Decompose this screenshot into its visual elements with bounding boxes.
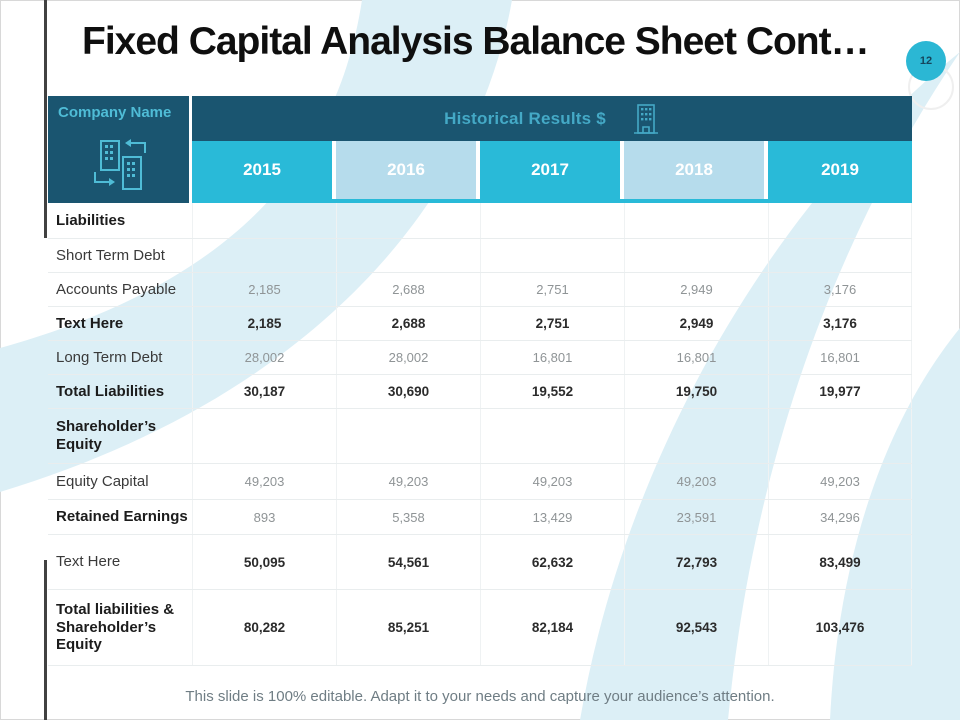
- cell-value: 2,688: [336, 273, 480, 306]
- cell-value: [624, 239, 768, 272]
- table-body: [48, 203, 912, 666]
- cell-value: [480, 239, 624, 272]
- cell-value: 49,203: [768, 464, 912, 499]
- cell-value: 23,591: [624, 500, 768, 534]
- cell-value: 49,203: [192, 464, 336, 499]
- row-label: Total Liabilities: [56, 382, 165, 400]
- row-label: Retained Earnings: [56, 508, 188, 526]
- table-row: [48, 464, 912, 500]
- table-row: [48, 239, 912, 273]
- row-label: Total liabilities & Shareholder’s Equity: [56, 600, 175, 654]
- cell-value: 49,203: [480, 464, 624, 499]
- cell-value: 28,002: [336, 341, 480, 374]
- cell-value: 16,801: [768, 341, 912, 374]
- cell-value: [624, 203, 768, 238]
- page-title: Fixed Capital Analysis Balance Sheet Cont…: [82, 20, 869, 63]
- cell-value: 19,977: [768, 375, 912, 408]
- cell-value: 54,561: [336, 535, 480, 589]
- cell-value: 80,282: [192, 590, 336, 665]
- page-number-badge: 12: [906, 41, 946, 81]
- cell-value: 103,476: [768, 590, 912, 665]
- cell-value: 2,688: [336, 307, 480, 340]
- cell-value: 2,185: [192, 273, 336, 306]
- year-header-2018: 2018: [624, 141, 768, 199]
- cell-value: 5,358: [336, 500, 480, 534]
- table-row: [48, 341, 912, 375]
- table-row: [48, 500, 912, 535]
- cell-value: 92,543: [624, 590, 768, 665]
- cell-value: [624, 409, 768, 463]
- row-label: Text Here: [56, 314, 124, 332]
- year-header-2019: 2019: [768, 141, 912, 199]
- table-row: [48, 273, 912, 307]
- year-header-2017: 2017: [480, 141, 624, 199]
- cell-value: 62,632: [480, 535, 624, 589]
- cell-value: 19,750: [624, 375, 768, 408]
- cell-value: 85,251: [336, 590, 480, 665]
- company-name-cell: [48, 96, 192, 203]
- cell-value: 3,176: [768, 307, 912, 340]
- cell-value: 3,176: [768, 273, 912, 306]
- cell-value: 72,793: [624, 535, 768, 589]
- cell-value: 16,801: [624, 341, 768, 374]
- row-label: Short Term Debt: [56, 246, 165, 264]
- cell-value: [336, 409, 480, 463]
- cell-value: [768, 239, 912, 272]
- historical-results-header: [192, 96, 912, 203]
- cell-value: [192, 239, 336, 272]
- row-label: Equity Capital: [56, 472, 149, 490]
- year-header-row: [192, 141, 912, 199]
- historical-results-band: [192, 96, 912, 141]
- cell-value: [336, 239, 480, 272]
- table-row: [48, 307, 912, 341]
- table-row: [48, 409, 912, 464]
- cell-value: 2,751: [480, 307, 624, 340]
- cell-value: [768, 203, 912, 238]
- historical-results-title: Historical Results $: [444, 108, 606, 128]
- cell-value: 2,949: [624, 273, 768, 306]
- cell-value: [192, 203, 336, 238]
- table-row: [48, 375, 912, 409]
- row-label: Accounts Payable: [56, 280, 177, 298]
- table-row: [48, 535, 912, 590]
- table-row: [48, 590, 912, 666]
- buildings-exchange-icon: [86, 136, 154, 194]
- cell-value: 82,184: [480, 590, 624, 665]
- cell-value: 50,095: [192, 535, 336, 589]
- row-label: Liabilities: [56, 211, 126, 229]
- cell-value: 19,552: [480, 375, 624, 408]
- cell-value: [192, 409, 336, 463]
- cell-value: 16,801: [480, 341, 624, 374]
- cell-value: [336, 203, 480, 238]
- cell-value: 2,751: [480, 273, 624, 306]
- cell-value: 30,690: [336, 375, 480, 408]
- cell-value: 49,203: [336, 464, 480, 499]
- cell-value: 13,429: [480, 500, 624, 534]
- building-icon: [632, 103, 660, 135]
- cell-value: 2,185: [192, 307, 336, 340]
- row-label: Shareholder’s Equity: [56, 418, 157, 453]
- cell-value: 49,203: [624, 464, 768, 499]
- cell-value: 34,296: [768, 500, 912, 534]
- year-header-2015: 2015: [192, 141, 336, 199]
- cell-value: [480, 203, 624, 238]
- cell-value: 83,499: [768, 535, 912, 589]
- cell-value: 28,002: [192, 341, 336, 374]
- company-name-label: Company Name: [58, 104, 172, 121]
- year-header-2016: 2016: [336, 141, 480, 199]
- left-accent-line-top: [44, 0, 47, 238]
- table-header: [48, 96, 912, 203]
- cell-value: [480, 409, 624, 463]
- footer-note: This slide is 100% editable. Adapt it to your needs and capture your audience’s attention.: [185, 688, 775, 705]
- row-label: Long Term Debt: [56, 348, 163, 366]
- row-label: Text Here: [56, 553, 121, 571]
- cell-value: [768, 409, 912, 463]
- balance-sheet-table: [48, 96, 912, 666]
- cell-value: 2,949: [624, 307, 768, 340]
- table-row: [48, 203, 912, 239]
- cell-value: 30,187: [192, 375, 336, 408]
- cell-value: 893: [192, 500, 336, 534]
